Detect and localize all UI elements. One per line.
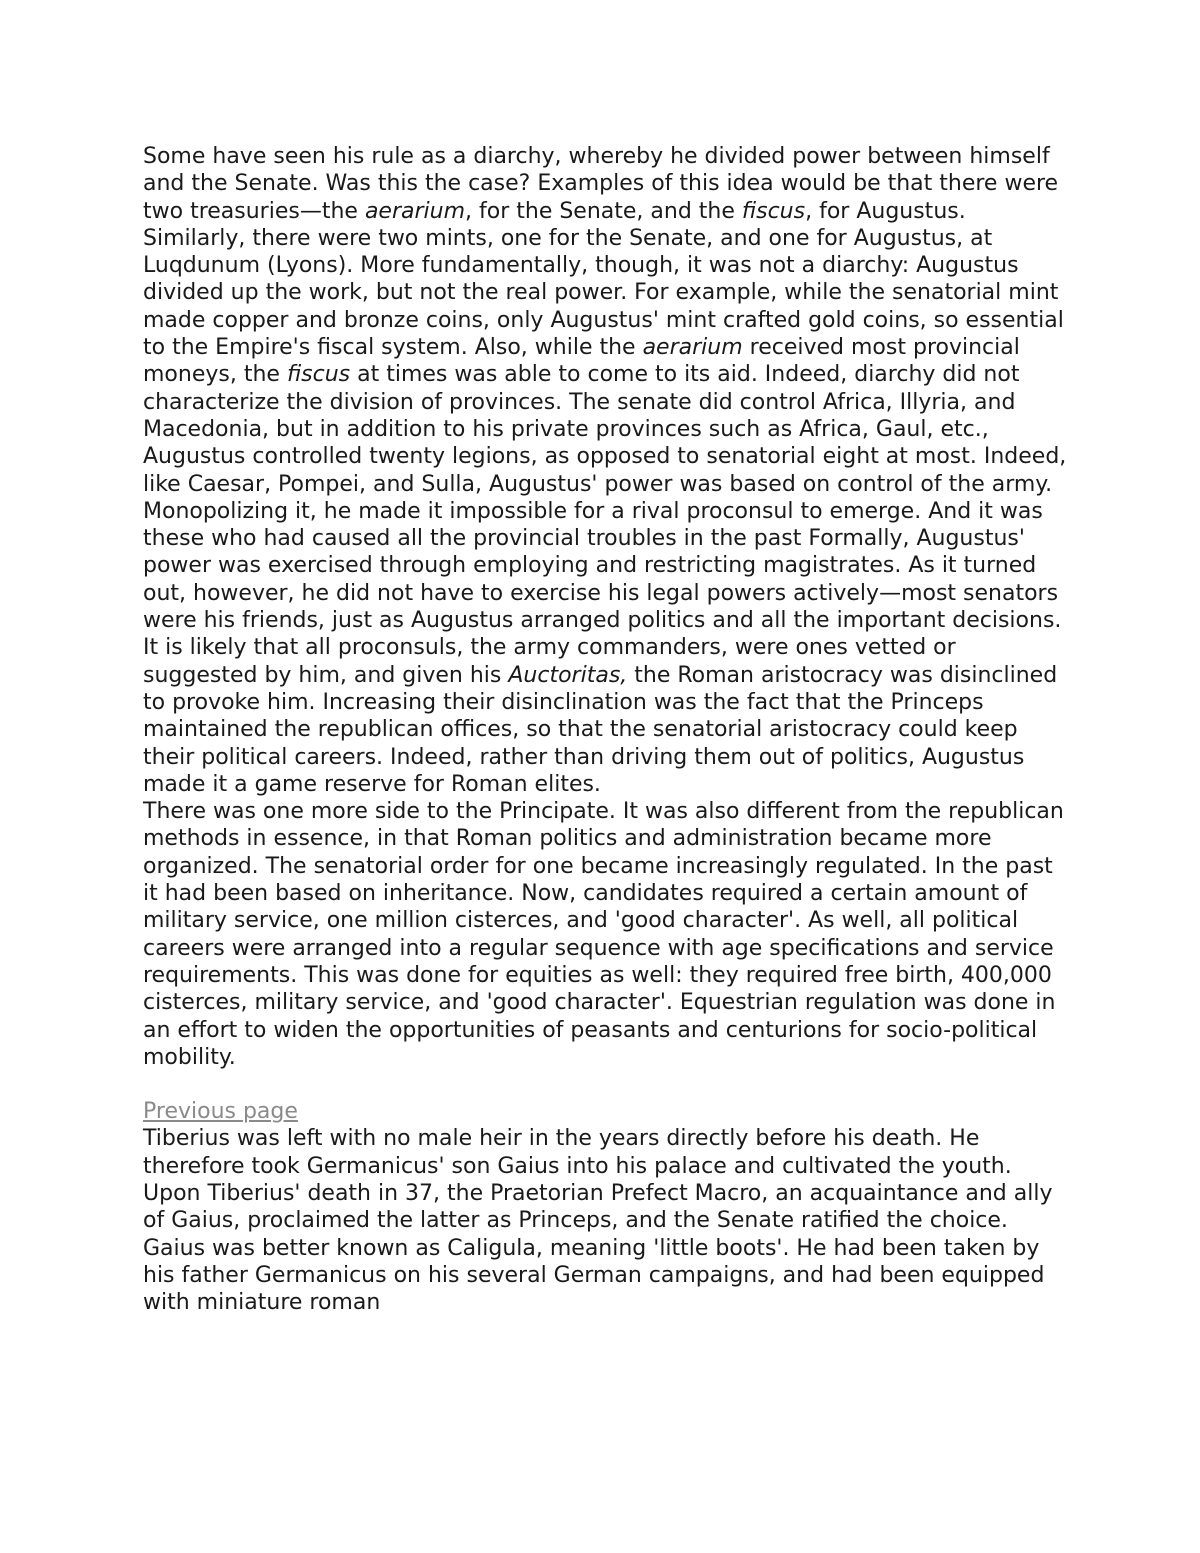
italic-term-auctoritas: Auctoritas,: [508, 662, 628, 688]
document-body: [143, 143, 1073, 1316]
paragraph-caligula: Tiberius was left with no male heir in the years directly before his death. He therefore took Germanicus' son Gaius into his palace and cultivated the youth. Upon Tiberius' death in 37, the Praetorian Prefect Macro, an acquaintance and ally of Gaius, proclaimed the latter as Princeps, and the Senate ratified the choice. Gaius was better known as Caligula, meaning 'little boots'. He had been taken by his father Germanicus on his several German campaigns, and had been equipped with miniature roman: [143, 1126, 1053, 1316]
italic-term-aerarium: aerarium: [642, 335, 743, 361]
italic-term-fiscus: fiscus: [286, 362, 351, 388]
paragraph-text: the Roman aristocracy was disinclined to provoke him. Increasing their disinclination was the fact that the Princeps maintained the republican offices, so that the senatorial aristocracy could keep their political careers. Indeed, rather than driving them out of politics, Augustus made it a game reserve for Roman elites.: [143, 662, 1058, 797]
paragraph-text: at times was able to come to its aid. Indeed, diarchy did not characterize the division of provinces. The senate did control Africa, Illyria, and Macedonia, but in addition to his private provinces such as Africa, Gaul, etc., Augustus controlled twenty legions, as opposed to senatorial eight at most. Indeed, like Caesar, Pompei, and Sulla, Augustus' power was based on control of the army. Monopolizing it, he made it impossible for a rival proconsul to emerge. And it was these who had caused all the provincial troubles in the past Formally, Augustus' power was exercised through employing and restricting magistrates. As it turned out, however, he did not have to exercise his legal powers actively—most senators were his friends, just as Augustus arranged politics and all the important decisions. It is likely that all proconsuls, the army commanders, were ones vetted or suggested by him, and given his: [143, 362, 1067, 688]
italic-term-fiscus: fiscus: [741, 198, 806, 224]
paragraph-text: Some have seen his rule as a diarchy, whereby he divided power between himself and the Senate. Was this the case? Examples of this idea would be that there were two treasuries—the: [143, 144, 1059, 224]
paragraph-text: , for Augustus. Similarly, there were two mints, one for the Senate, and one for Augustus, at Luqdunum (Lyons). More fundamentally, though, it was not a diarchy: Augustus divided up the work, but not the real power. For example, while the senatorial mint made copper and bronze coins, only Augustus' mint crafted gold coins, so essential to the Empire's fiscal system. Also, while the: [143, 198, 1064, 361]
italic-term-aerarium: aerarium: [364, 198, 466, 224]
paragraph-diarchy: [143, 143, 1073, 798]
paragraph-text: received most provincial moneys, the: [143, 335, 1020, 388]
paragraph-text: , for the Senate, and the: [465, 198, 742, 224]
previous-page-link[interactable]: Previous page: [143, 1099, 298, 1125]
previous-page-line: [143, 1098, 1073, 1125]
paragraph-principate: There was one more side to the Principate. It was also different from the republican methods in essence, in that Roman politics and administration became more organized. The senatorial order for one became increasingly regulated. In the past it had been based on inheritance. Now, candidates required a certain amount of military service, one million cisterces, and 'good character'. As well, all political careers were arranged into a regular sequence with age specifications and service requirements. This was done for equities as well: they required free birth, 400,000 cisterces, military service, and 'good character'. Equestrian regulation was done in an effort to widen the opportunities of peasants and centurions for socio-political mobility.: [143, 799, 1064, 1070]
